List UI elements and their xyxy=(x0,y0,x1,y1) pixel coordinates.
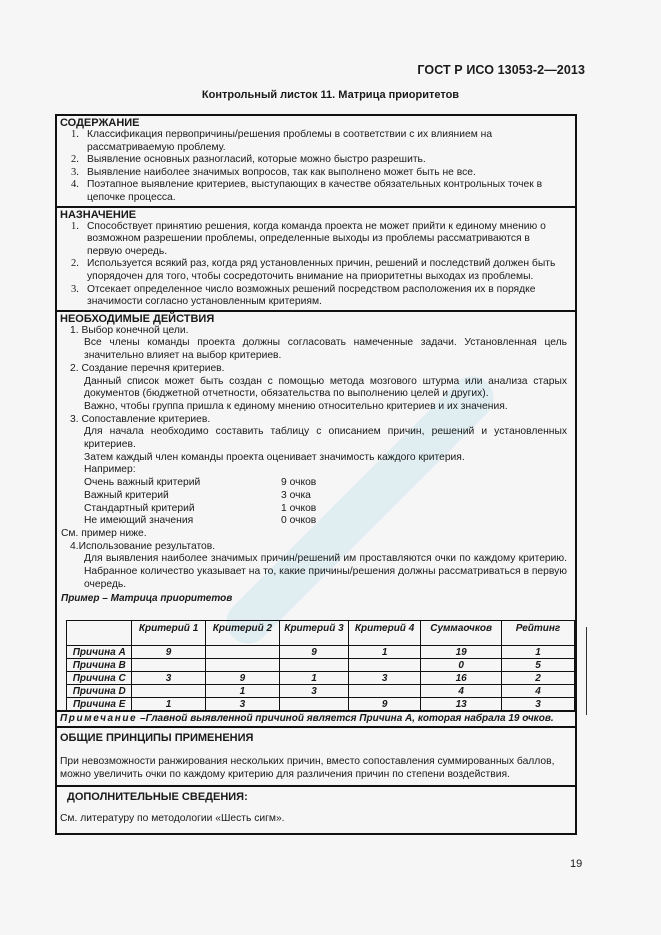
header-cell: Суммаочков xyxy=(421,621,502,646)
step-4-body: Для выявления наиболее значимых причин/решений им проставляются очки по каждому критерию. Набранное количество указывает на то, какие причины/решения должны рассматриваться в первую очередь. xyxy=(84,553,567,590)
step-1-title: 1. Выбор конечной цели. xyxy=(70,324,189,336)
purpose-heading: НАЗНАЧЕНИЕ xyxy=(60,208,137,221)
document-id: ГОСТ Р ИСО 13053-2—2013 xyxy=(417,63,585,77)
actions-heading: НЕОБХОДИМЫЕ ДЕЙСТВИЯ xyxy=(60,312,215,325)
header-cell: Критерий 3 xyxy=(280,621,349,646)
table-row: Причина E 1 3 9 13 3 xyxy=(67,698,575,711)
note-text: –Главной выявленной причиной является Причина А, которая набрала 19 очков. xyxy=(137,713,554,725)
example-label: Например: xyxy=(84,464,136,476)
list-item: 1. Классификация первопричины/решения проблемы в соответствии с их влиянием на рассматриваемую проблему. xyxy=(71,129,493,153)
contents-list xyxy=(57,129,575,206)
table-row: Причина A 9 9 1 19 1 xyxy=(67,646,575,659)
score-label: Очень важный критерий xyxy=(84,477,201,489)
divider-line xyxy=(586,627,587,715)
step-2-body: Данный список может быть создан с помощью метода мозгового штурма или анализа старых документов (бюджетной отчетности, обязательства по выполнению целей и других). xyxy=(84,375,567,400)
note-label: Примечание xyxy=(60,713,138,725)
header-cell: Критерий 2 xyxy=(205,621,279,646)
page-number: 19 xyxy=(570,858,583,870)
contents-heading: СОДЕРЖАНИЕ xyxy=(60,117,140,129)
contents-section xyxy=(57,116,575,206)
score-scale xyxy=(61,477,571,528)
list-item: 4. Поэтапное выявление критериев, выступающих в качестве обязательных контрольных точек в цепочке процесса. xyxy=(71,179,543,203)
score-label: Важный критерий xyxy=(84,489,169,501)
score-label: Не имеющий значения xyxy=(84,515,194,527)
table-note xyxy=(57,710,575,726)
priority-matrix-wrap xyxy=(57,620,575,710)
list-item: 2. Используется всякий раз, когда ряд установленных причин, решений и последствий должен быть упорядочен для того, чтобы сосредоточить внимание на приоритетны выходах из проблемы. xyxy=(71,258,556,282)
table-row: Причина B 0 5 xyxy=(67,659,575,672)
example-caption: Пример – Матрица приоритетов xyxy=(61,593,233,605)
purpose-list xyxy=(57,221,575,310)
step-1-body: Все члены команды проекта должны согласовать намеченные задачи. Установленная цель значительно влияет на выбор критериев. xyxy=(84,337,567,362)
score-value: 9 очков xyxy=(281,477,317,489)
principles-section xyxy=(57,726,575,785)
score-value: 3 очка xyxy=(281,489,311,501)
list-item: 3. Выявление наиболее значимых вопросов, так как выполнено может быть не все. xyxy=(71,166,476,178)
score-label: Стандартный критерий xyxy=(84,502,195,514)
additional-text: См. литературу по методологии «Шесть сигм». xyxy=(60,813,285,825)
list-item: 1. Способствует принятию решения, когда команда проекта не может прийти к единому мнению о возможном разрешении проблемы, определенные выходы из проблемы рассматриваются в первую очередь. xyxy=(71,220,546,257)
header-cell: Рейтинг xyxy=(501,621,574,646)
score-value: 1 очков xyxy=(281,502,317,514)
purpose-section xyxy=(57,206,575,310)
principles-heading: ОБЩИЕ ПРИНЦИПЫ ПРИМЕНЕНИЯ xyxy=(60,732,254,745)
see-below: См. пример ниже. xyxy=(61,527,147,539)
header-cell xyxy=(67,621,132,646)
table-header-row xyxy=(67,621,575,646)
step-3-body-2: Затем каждый член команды проекта оценивает значимость каждого критерия. xyxy=(84,451,465,463)
additional-heading: ДОПОЛНИТЕЛЬНЫЕ СВЕДЕНИЯ: xyxy=(67,791,248,804)
step-2-title: 2. Создание перечня критериев. xyxy=(70,362,225,374)
list-item: 2. Выявление основных разногласий, которые можно быстро разрешить. xyxy=(71,154,426,166)
additional-section xyxy=(57,785,575,833)
principles-text: При невозможности ранжирования нескольких причин, вместо сопоставления суммированных баллов, можно увеличить очки по каждому критерию для различения причин по степени воздействия. xyxy=(60,756,555,781)
checklist-frame xyxy=(55,114,577,835)
table-row: Причина C 3 9 1 3 16 2 xyxy=(67,672,575,685)
step-4-title: 4.Использование результатов. xyxy=(70,540,216,552)
list-item: 3. Отсекает определенное число возможных решений посредством расположения их в порядке значимости согласно установленным критериям. xyxy=(71,283,536,308)
step-2-body-note: Важно, чтобы группа пришла к единому мнению относительно критериев и их значения. xyxy=(84,400,508,412)
header-cell: Критерий 1 xyxy=(132,621,205,646)
table-row: Причина D 1 3 4 4 xyxy=(67,685,575,698)
page-title: Контрольный листок 11. Матрица приоритетов xyxy=(201,89,460,101)
step-3-body: Для начала необходимо составить таблицу с описанием причин, решений и установленных критериев. xyxy=(84,426,567,451)
header-cell: Критерий 4 xyxy=(348,621,420,646)
score-value: 0 очков xyxy=(281,515,317,527)
actions-section xyxy=(57,310,575,711)
priority-matrix-table xyxy=(66,620,575,711)
step-3-title: 3. Сопоставление критериев. xyxy=(70,413,211,425)
